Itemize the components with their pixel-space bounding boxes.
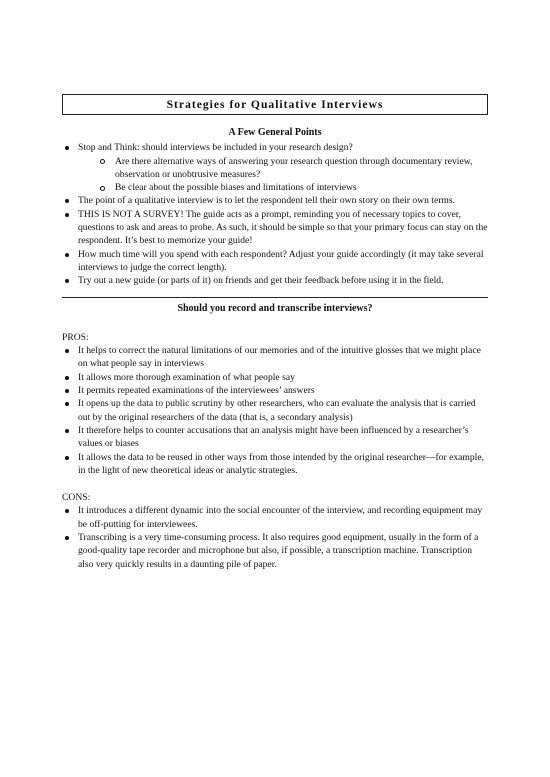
list-item: It introduces a different dynamic into the social encounter of the interview, and recording equipment may be off-putting for interviewees. <box>62 504 488 531</box>
sub-list-item: Be clear about the possible biases and limitations of interviews <box>78 181 488 194</box>
cons-list <box>62 504 488 570</box>
record-section-heading: Should you record and transcribe interviews? <box>177 302 373 314</box>
document-page <box>62 94 488 571</box>
list-item: Transcribing is a very time-consuming process. It also requires good equipment, usually in the form of a good-quality tape recorder and microphone but also, if possible, a transcription machine. Transcription also very quickly results in a daunting pile of paper. <box>62 531 488 571</box>
pros-list <box>62 344 488 477</box>
sub-list-item: Are there alternative ways of answering your research question through documentary review, observation or unobtrusive measures? <box>78 155 488 182</box>
list-item: It therefore helps to counter accusations that an analysis might have been influenced by a researcher’s values or biases <box>62 424 488 451</box>
document-title: Strategies for Qualitative Interviews <box>62 94 488 115</box>
list-item: How much time will you spend with each respondent? Adjust your guide accordingly (it may take several interviews to judge the correct length). <box>62 248 488 275</box>
general-points-list <box>62 141 488 287</box>
general-points-heading: A Few General Points <box>228 127 322 138</box>
list-item: It allows more thorough examination of what people say <box>62 371 488 384</box>
list-item: It opens up the data to public scrutiny by other researchers, who can evaluate the analysis that is carried out by the original researchers of the data (that is, a secondary analysis) <box>62 397 488 424</box>
list-item: It permits repeated examinations of the interviewees’ answers <box>62 384 488 397</box>
list-item <box>62 141 488 194</box>
list-item: Try out a new guide (or parts of it) on friends and get their feedback before using it in the field. <box>62 274 488 287</box>
list-item: The point of a qualitative interview is to let the respondent tell their own story on their own terms. <box>62 194 488 207</box>
section-divider <box>62 297 488 298</box>
list-item: It allows the data to be reused in other ways from those intended by the original researcher—for example, in the light of new theoretical ideas or analytic strategies. <box>62 451 488 478</box>
sub-list <box>78 155 488 195</box>
pros-label: PROS: <box>62 331 89 343</box>
list-item: It helps to correct the natural limitations of our memories and of the intuitive glosses that we might place on what people say in interviews <box>62 344 488 371</box>
list-item-text: Stop and Think: should interviews be included in your research design? <box>78 142 353 154</box>
cons-label: CONS: <box>62 492 91 504</box>
list-item: THIS IS NOT A SURVEY! The guide acts as a prompt, reminding you of necessary topics to cover, questions to ask and areas to probe. As such, it should be simple so that your primary focus can stay on the respondent. It’s best to memorize your guide! <box>62 208 488 248</box>
